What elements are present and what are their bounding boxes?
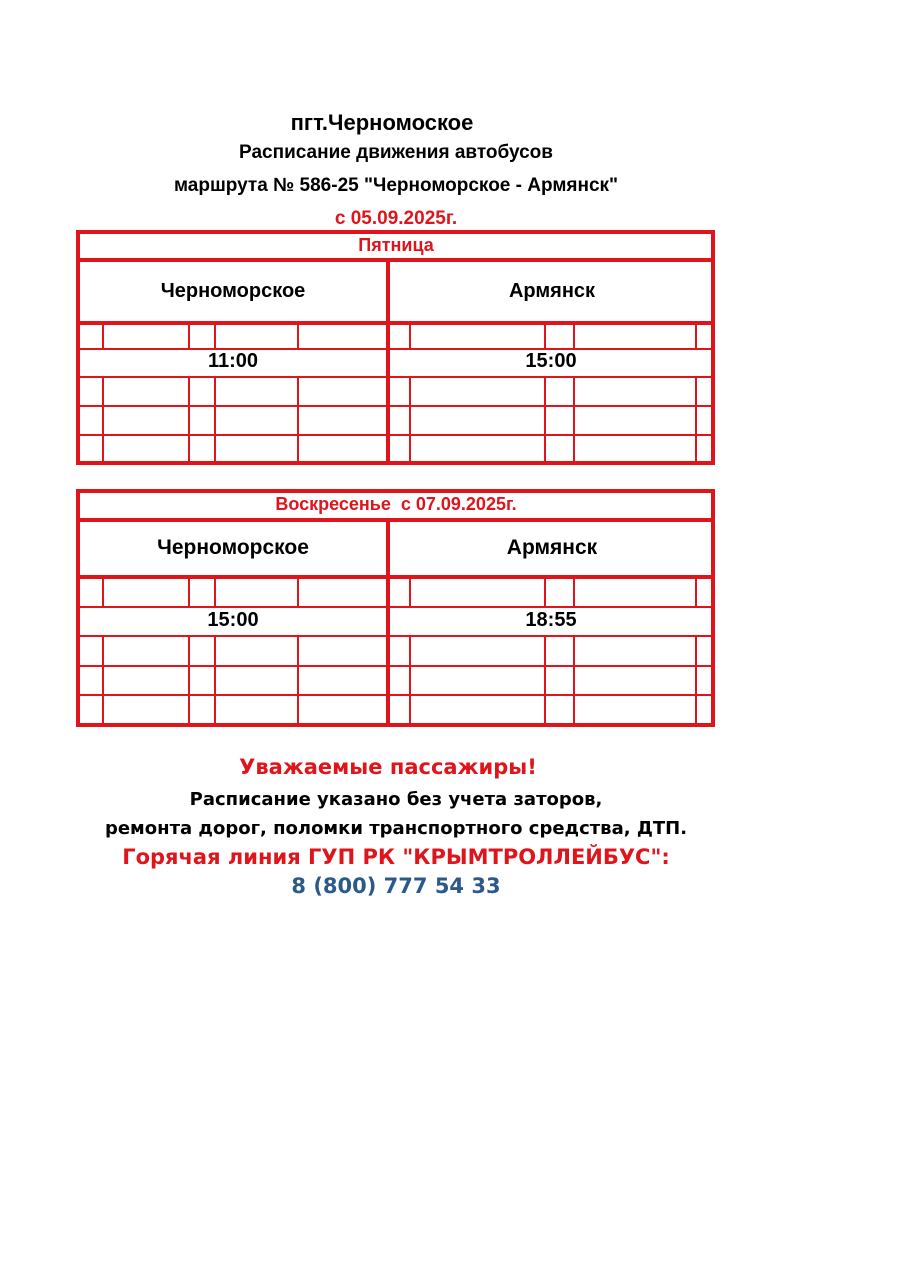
town-title: пгт.Черномоское <box>290 110 474 135</box>
effective-date: с 05.09.2025г. <box>334 208 458 229</box>
hotline-phone[interactable]: 8 (800) 777 54 33 <box>291 874 501 898</box>
destination-stop-label: Армянск <box>506 536 598 559</box>
passenger-greeting: Уважаемые пассажиры! <box>239 755 537 779</box>
return-time: 18:55 <box>525 609 577 631</box>
hotline-label: Горячая линия ГУП РК "КРЫМТРОЛЛЕЙБУС": <box>122 845 670 869</box>
day-label: Воскресенье с 07.09.2025г. <box>275 494 517 514</box>
return-time: 15:00 <box>525 350 577 372</box>
disclaimer-line-1: Расписание указано без учета заторов, <box>189 789 603 810</box>
departure-time: 11:00 <box>207 350 259 372</box>
origin-stop-label: Черноморское <box>157 536 309 559</box>
departure-time: 15:00 <box>207 609 259 631</box>
day-label: Пятница <box>358 235 434 255</box>
schedule-subtitle: Расписание движения автобусов <box>239 142 553 163</box>
destination-stop-label: Армянск <box>508 280 596 302</box>
disclaimer-line-2: ремонта дорог, поломки транспортного средства, ДТП. <box>104 818 688 839</box>
route-title: маршрута № 586-25 "Черноморское - Армянск" <box>173 175 619 196</box>
origin-stop-label: Черноморское <box>160 280 306 302</box>
